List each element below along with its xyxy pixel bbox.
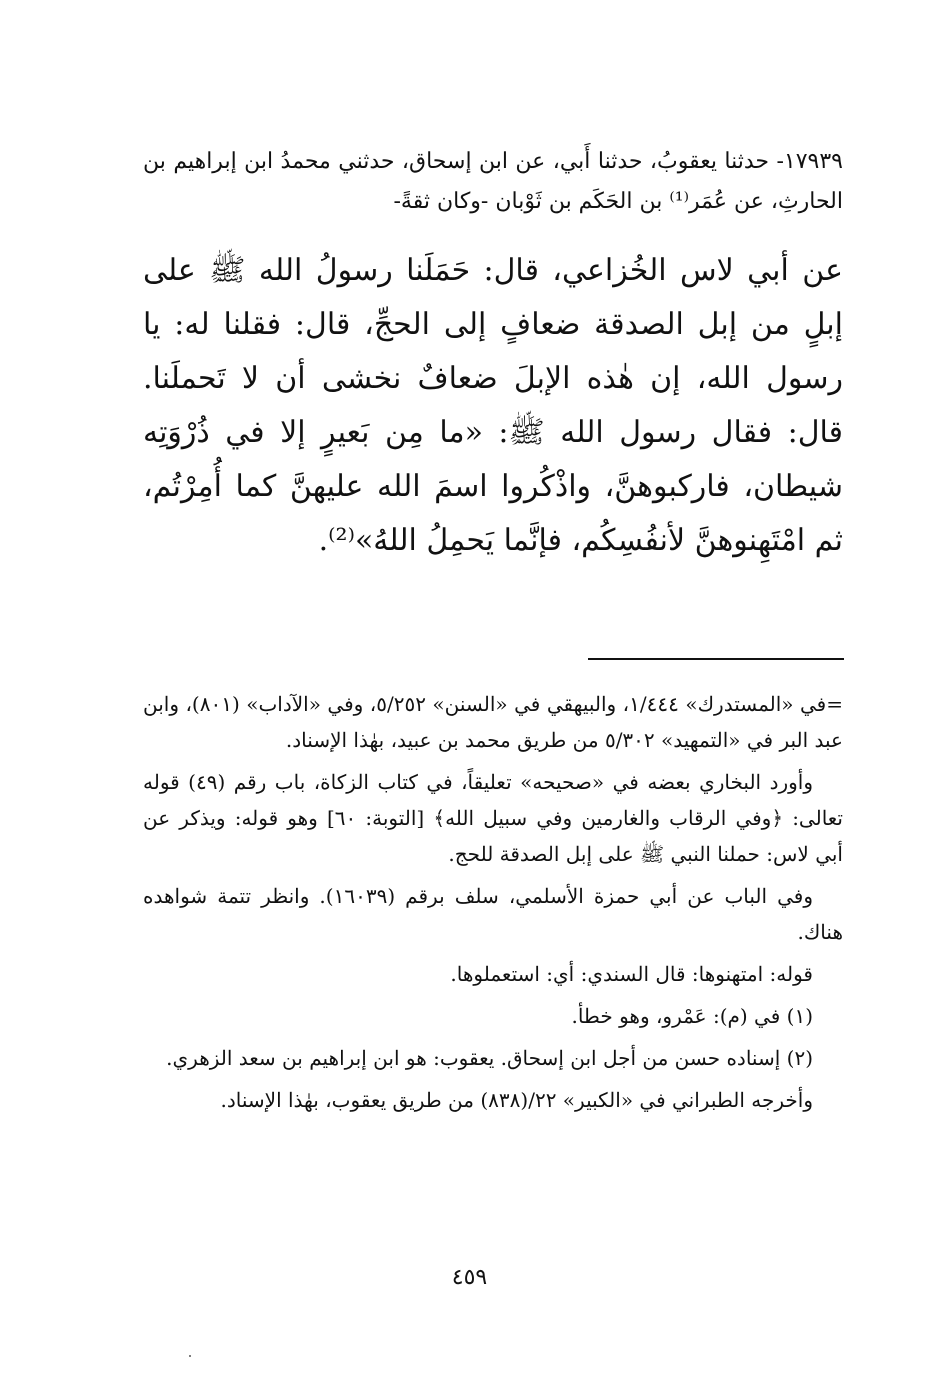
footnote-1: (١) في (م): عَمْرو، وهو خطأ. xyxy=(571,1004,813,1028)
footnote-bukhari: وأورد البخاري بعضه في «صحيحه» تعليقاً، في كتاب الزكاة، باب رقم (٤٩) قوله تعالى: ﴿وفي الرقاب والغارمين وفي سبيل الله﴾ [التوبة: ٦٠] وهو قوله: ويذكر عن أبي لاس: حملنا النبي ﷺ على إبل الصدقة للحج. xyxy=(143,770,843,866)
footnote-continuation: =في «المستدرك» ١/٤٤٤، والبيهقي في «السنن» ٥/٢٥٢، وفي «الآداب» (٨٠١)، وابن عبد البر في «التمهيد» ٥/٣٠٢ من طريق محمد بن عبيد، بهٰذا الإسناد. xyxy=(143,692,843,752)
isnad-text: ١٧٩٣٩- حدثنا يعقوبُ، حدثنا أَبي، عن ابن إسحاق، حدثني محمدُ ابن إبراهيم بن الحارثِ، عن عُمَر⁽¹⁾ بن الحَكَم بن ثَوْبان -وكان ثقةً- xyxy=(143,149,843,214)
page-number: ٤٥٩ xyxy=(451,1265,488,1290)
footnote-tabarani: وأخرجه الطبراني في «الكبير» ٢٢/(٨٣٨) من طريق يعقوب، بهٰذا الإسناد. xyxy=(220,1088,813,1112)
footnote-2: (٢) إسناده حسن من أجل ابن إسحاق. يعقوب: هو ابن إبراهيم بن سعد الزهري. xyxy=(166,1046,813,1070)
scan-speck xyxy=(189,1355,191,1357)
hadith-matn xyxy=(143,244,843,568)
hadith-isnad xyxy=(143,142,843,222)
footnote-separator xyxy=(588,658,844,660)
matn-text: عن أبي لاس الخُزاعي، قال: حَمَلَنا رسولُ الله ﷺ على إبلٍ من إبل الصدقة ضعافٍ إلى الحجِّ، قال: فقلنا له: يا رسول الله، إن هٰذه الإبلَ ضعافٌ نخشى أن لا تَحملَنا. قال: فقال رسول الله ﷺ: «ما مِن بَعيرٍ إلا في ذُرْوَتِه شيطان، فاركبوهنَّ، واذْكُروا اسمَ الله عليهنَّ كما أُمِرْتُم، ثم امْتَهِنوهنَّ لأنفُسِكُم، فإنَّما يَحمِلُ اللهُ»⁽²⁾. xyxy=(143,253,843,558)
footnote-bab: وفي الباب عن أبي حمزة الأسلمي، سلف برقم (١٦٠٣٩). وانظر تتمة شواهده هناك. xyxy=(143,884,843,944)
footnote-sindi: قوله: امتهنوها: قال السندي: أي: استعملوها. xyxy=(450,962,813,986)
footnotes xyxy=(143,686,843,1124)
